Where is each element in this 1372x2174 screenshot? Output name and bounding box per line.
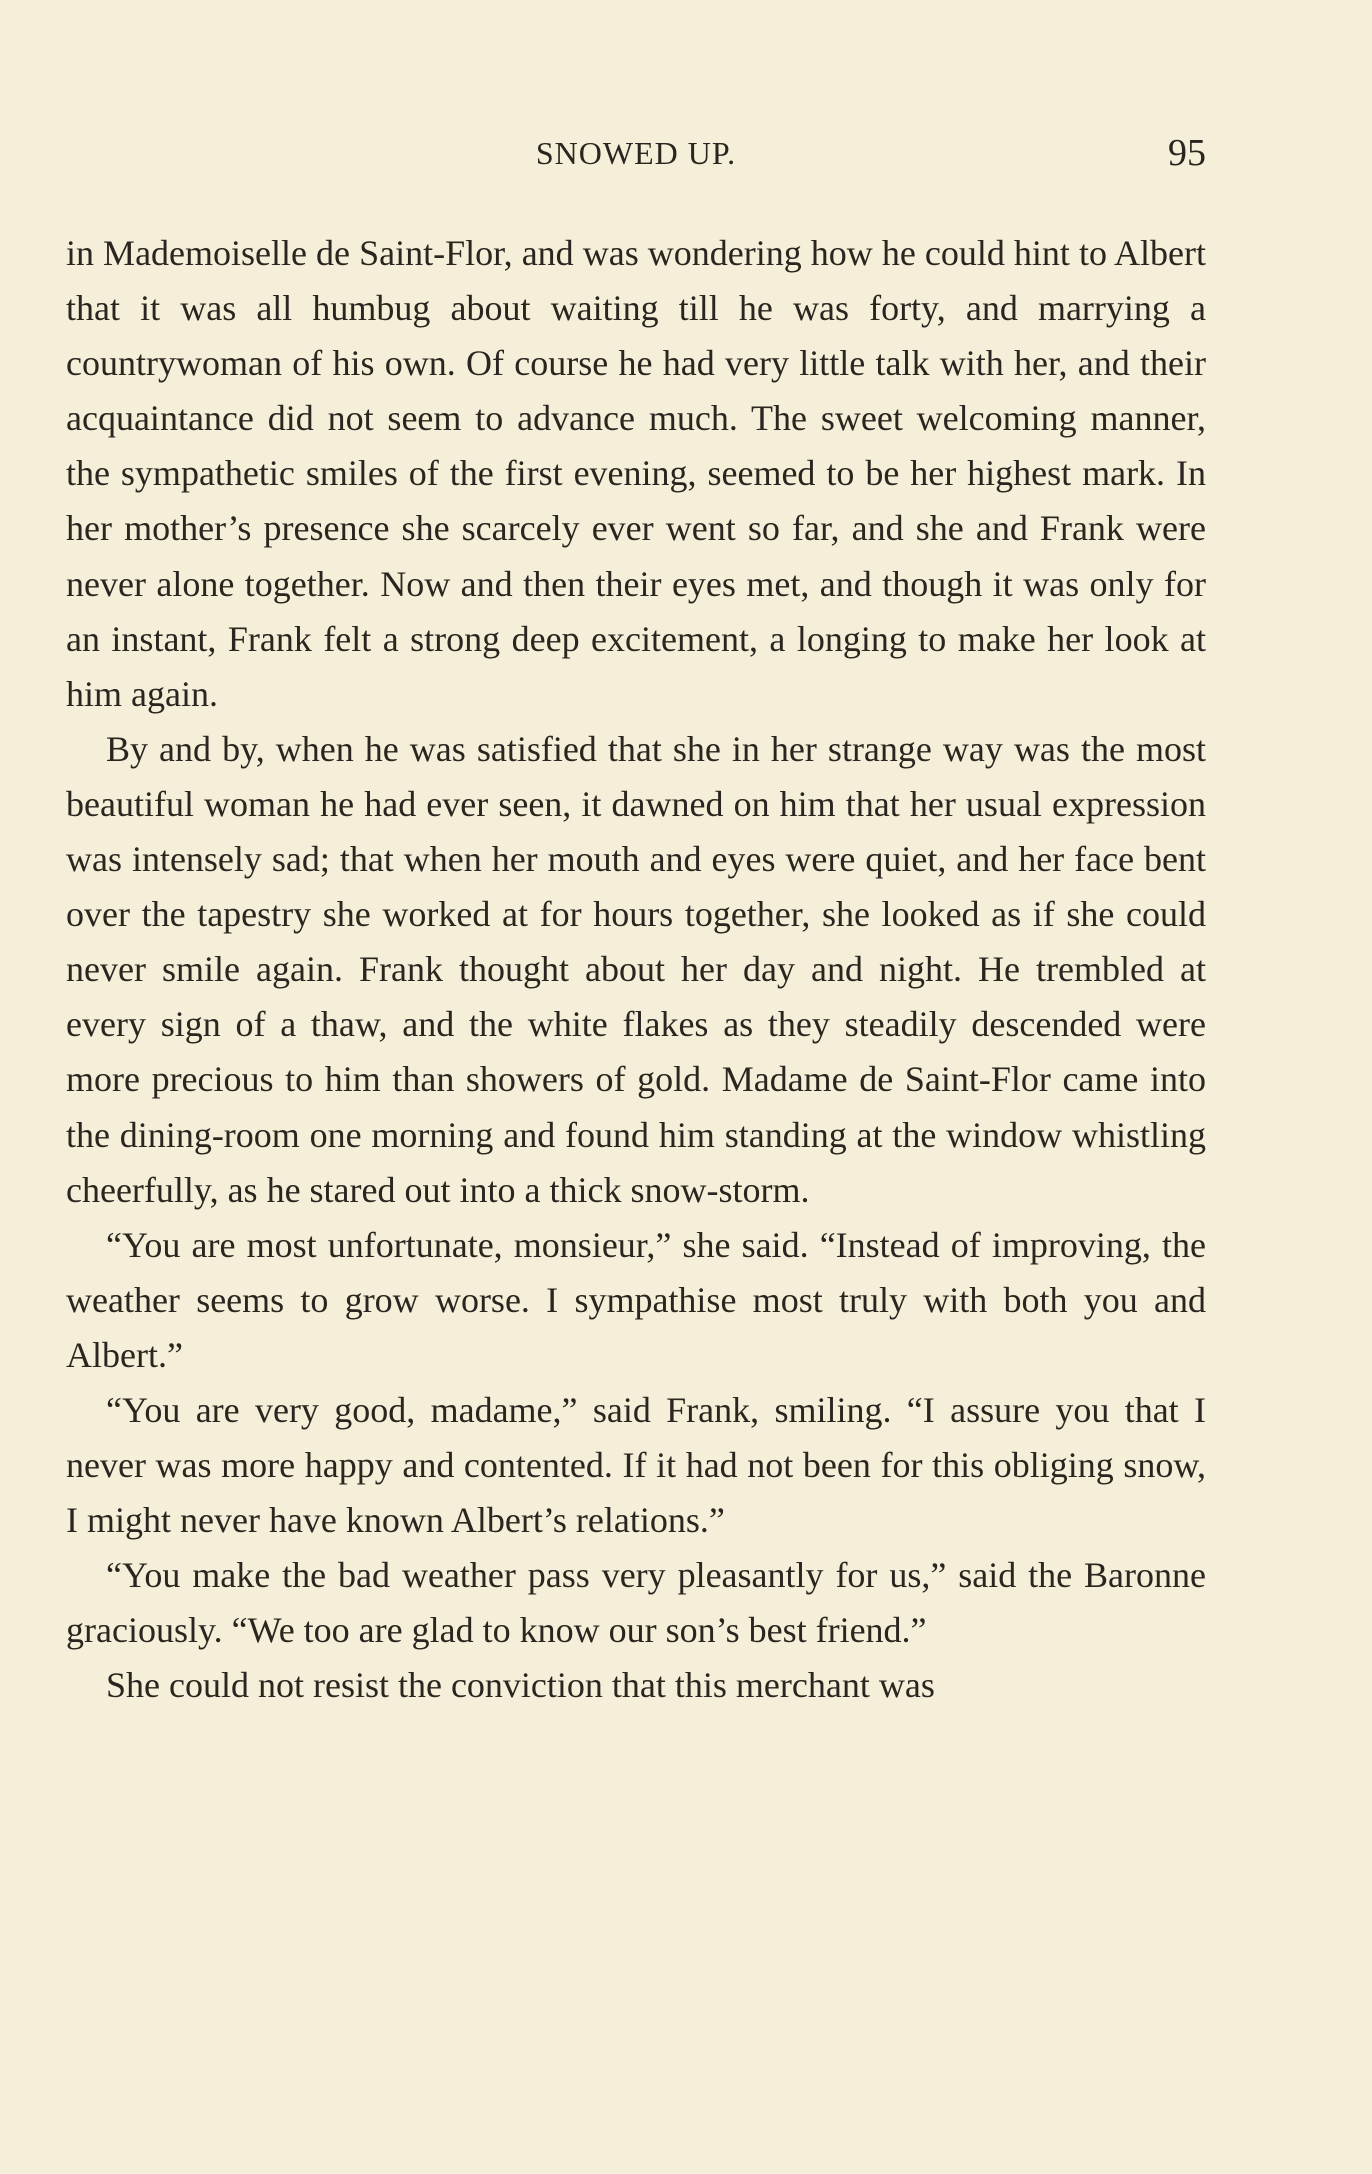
running-head [66, 132, 1206, 183]
paragraph: She could not resist the conviction that this merchant was [106, 1665, 935, 1706]
body-text [66, 226, 1206, 1714]
paragraph: “You make the bad weather pass very pleasantly for us,” said the Baronne graciously. “We too are glad to know our son’s best friend.” [66, 1555, 1206, 1651]
page-number: 95 [1168, 132, 1206, 174]
paragraph: in Mademoiselle de Saint-Flor, and was wondering how he could hint to Albert that it was all humbug about waiting till he was forty, and marrying a countrywoman of his own. Of course he had very little talk with her, and their acquaintance did not seem to advance much. The sweet welcoming manner, the sympathetic smiles of the first evening, seemed to be her highest mark. In her mother’s presence she scarcely ever went so far, and she and Frank were never alone together. Now and then their eyes met, and though it was only for an instant, Frank felt a strong deep excitement, a longing to make her look at him again. [66, 233, 1206, 714]
running-title: SNOWED UP. [535, 135, 737, 171]
paragraph: By and by, when he was satisfied that she in her strange way was the most beautiful woman he had ever seen, it dawned on him that her usual expression was intensely sad; that when her mouth and eyes were quiet, and her face bent over the tapestry she worked at for hours together, she looked as if she could never smile again. Frank thought about her day and night. He trembled at every sign of a thaw, and the white flakes as they steadily descended were more precious to him than showers of gold. Madame de Saint-Flor came into the dining-room one morning and found him standing at the window whistling cheerfully, as he stared out into a thick snow-storm. [66, 728, 1206, 1210]
paragraph: “You are very good, madame,” said Frank, smiling. “I assure you that I never was more happy and contented. If it had not been for this obliging snow, I might never have known Albert’s relations.” [66, 1389, 1206, 1541]
paragraph: “You are most unfortunate, monsieur,” she said. “Instead of improving, the weather seems to grow worse. I sympathise most truly with both you and Albert.” [66, 1224, 1206, 1375]
